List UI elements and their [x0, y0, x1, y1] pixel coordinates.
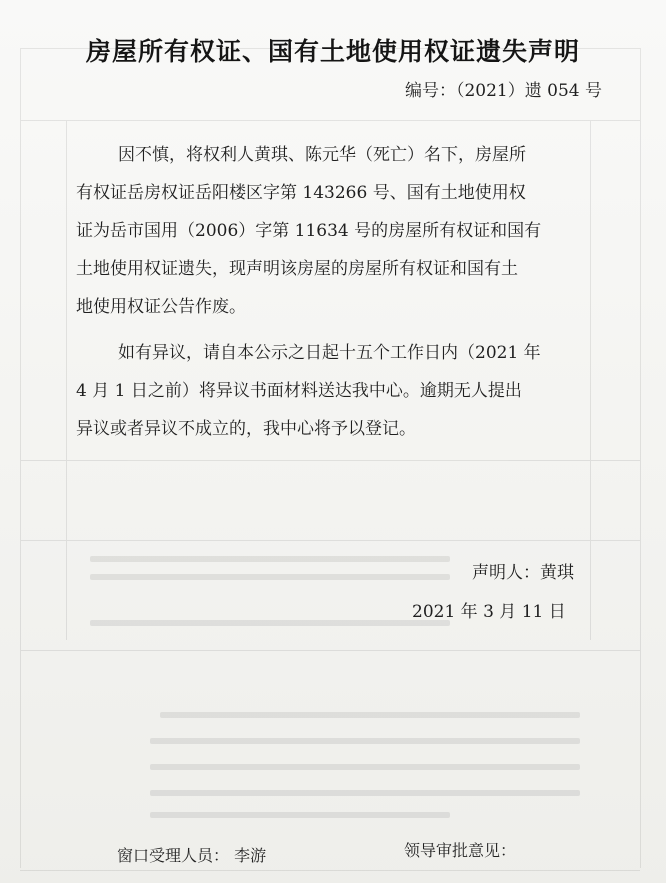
notice-title: 房屋所有权证、国有土地使用权证遗失声明 — [85, 37, 580, 66]
paragraph-2-line: 异议或者异议不成立的，我中心将予以登记。 — [76, 419, 416, 439]
window-receiver: 窗口受理人员： 李游 — [117, 846, 267, 865]
document-number: 编号：（2021）遗 054 号 — [404, 81, 602, 101]
paragraph-2-line: 4 月 1 日之前）将异议书面材料送达我中心。逾期无人提出 — [76, 381, 522, 401]
paragraph-1-line: 因不慎，将权利人黄琪、陈元华（死亡）名下，房屋所 — [118, 145, 526, 165]
paragraph-1-line: 土地使用权证遗失，现声明该房屋的房屋所有权证和国有土 — [76, 259, 518, 279]
notice-date: 2021 年 3 月 11 日 — [412, 602, 566, 622]
paragraph-1-line: 地使用权证公告作废。 — [76, 297, 246, 317]
declarant-signature: 声明人：黄琪 — [472, 563, 574, 583]
paragraph-2-line: 如有异议，请自本公示之日起十五个工作日内（2021 年 — [118, 343, 541, 363]
paragraph-1-line: 有权证岳房权证岳阳楼区字第 143266 号、国有土地使用权 — [76, 183, 526, 203]
leader-approval-label: 领导审批意见： — [404, 841, 517, 860]
notice-paragraph-2 — [76, 334, 608, 448]
paragraph-1-line: 证为岳市国用（2006）字第 11634 号的房屋所有权证和国有 — [76, 221, 542, 241]
notice-paragraph-1 — [76, 136, 608, 326]
